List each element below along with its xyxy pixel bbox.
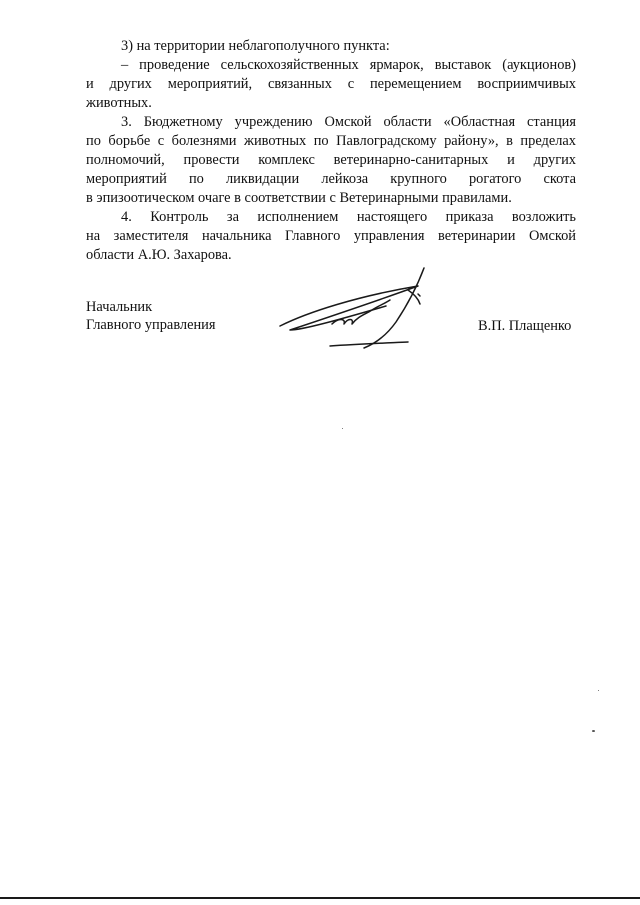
item-3-heading: 3) на территории неблагополучного пункта:: [121, 38, 390, 54]
scan-speck: [598, 690, 599, 691]
paragraph-line: – проведение сельскохозяйственных ярмарок, выставок (аукционов): [121, 57, 576, 73]
signatory-name: В.П. Плащенко: [478, 318, 572, 334]
paragraph-line: и других мероприятий, связанных с перемещением восприимчивых: [86, 76, 576, 92]
paragraph-line: по борьбе с болезнями животных по Павлоградскому району», в пределах: [86, 133, 576, 149]
paragraph-line: в эпизоотическом очаге в соответствии с Ветеринарными правилами.: [86, 190, 512, 206]
signatory-title-line2: Главного управления: [86, 317, 216, 333]
paragraph-line: мероприятий по ликвидации лейкоза крупного рогатого скота: [86, 171, 576, 187]
paragraph-line: животных.: [86, 95, 152, 111]
paragraph-line: на заместителя начальника Главного управления ветеринарии Омской: [86, 228, 576, 244]
paragraph-3-line: 3. Бюджетному учреждению Омской области «Областная станция: [121, 114, 576, 130]
paragraph-line: области А.Ю. Захарова.: [86, 247, 232, 263]
handwritten-signature: [268, 264, 444, 356]
signatory-title-line1: Начальник: [86, 299, 153, 315]
paragraph-line: полномочий, провести комплекс ветеринарно-санитарных и других: [86, 152, 576, 168]
scan-speck: [592, 730, 595, 732]
scan-speck: [342, 428, 343, 429]
paragraph-4-line: 4. Контроль за исполнением настоящего приказа возложить: [121, 209, 576, 225]
page-bottom-edge: [0, 897, 640, 899]
